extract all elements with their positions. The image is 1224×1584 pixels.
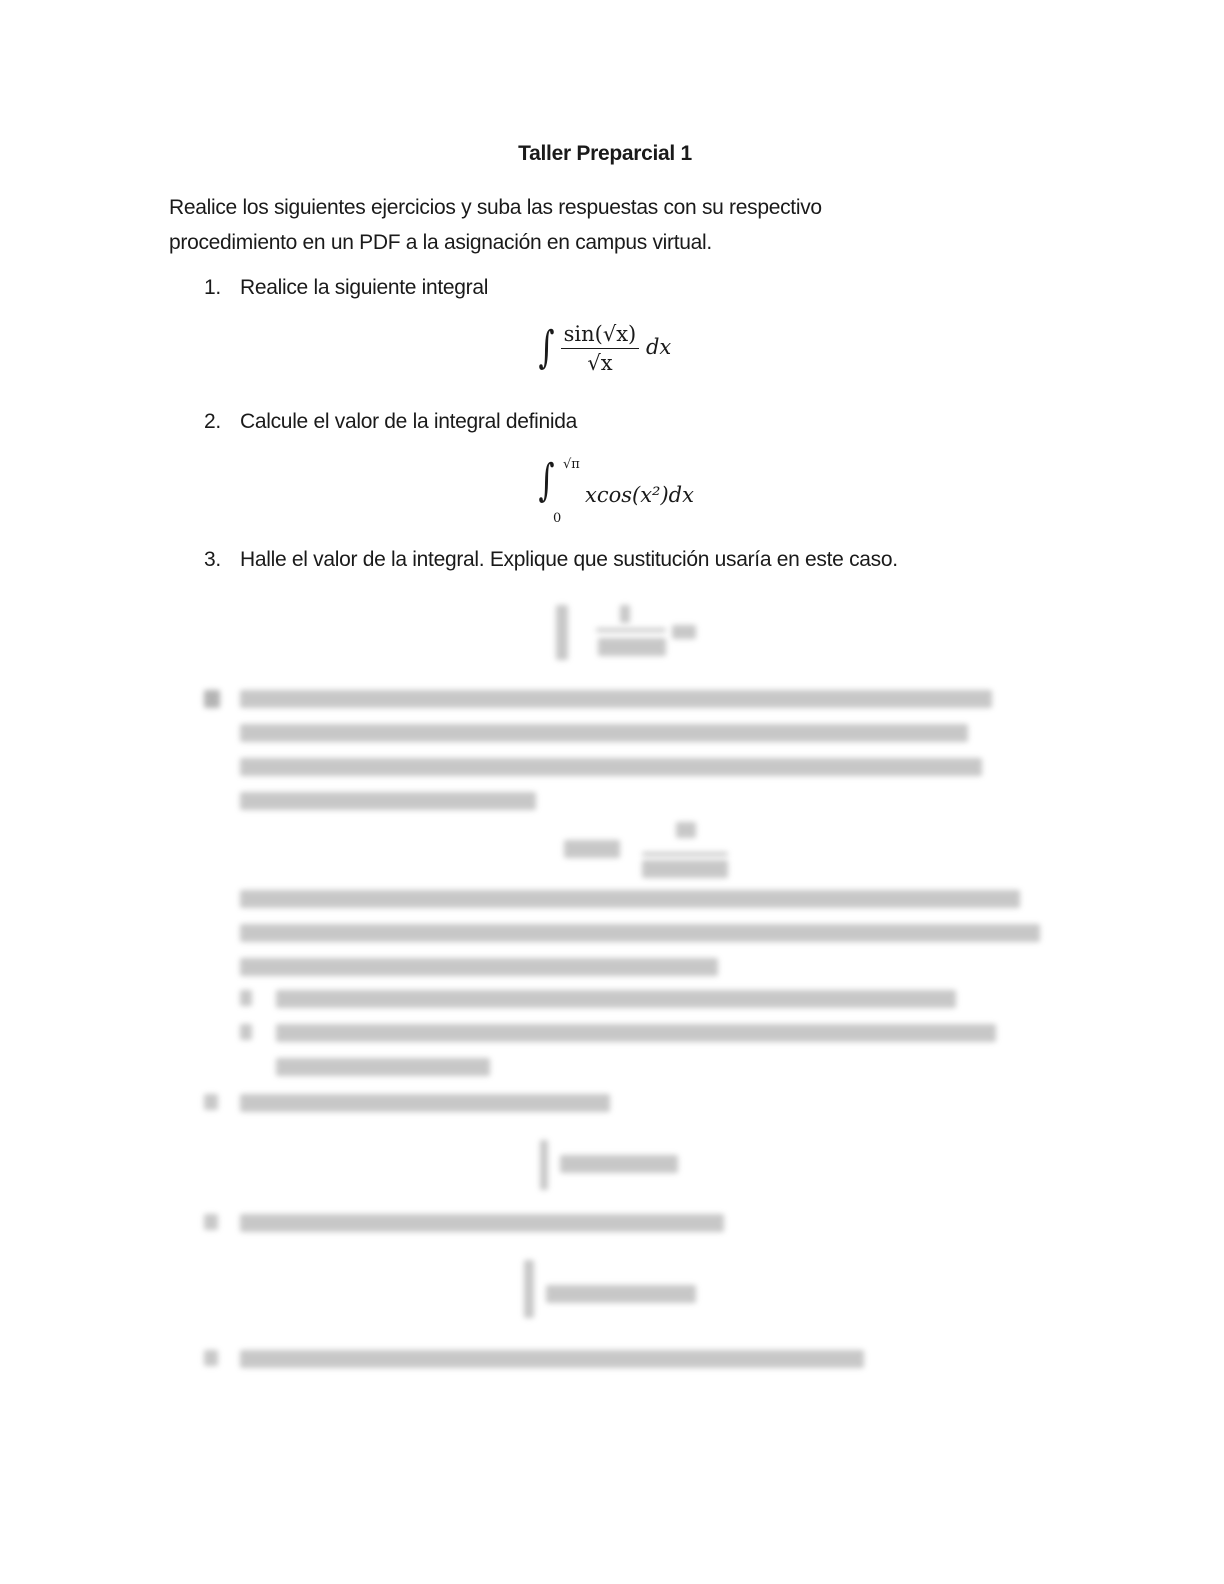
- integral-sign-icon: ∫: [538, 455, 555, 506]
- obscured-text-line: [240, 958, 718, 976]
- obscured-text-line: [240, 724, 968, 742]
- exercise-text: Realice la siguiente integral: [240, 276, 489, 299]
- obscured-integral-sign: [524, 1260, 534, 1318]
- exercise-number: 1.: [204, 276, 221, 299]
- obscured-text-line: [240, 924, 1040, 942]
- obscured-number: [204, 690, 220, 708]
- obscured-formula: [598, 638, 666, 656]
- obscured-formula: [676, 822, 696, 838]
- obscured-formula: [546, 1285, 696, 1303]
- exercise-2: [204, 410, 577, 434]
- obscured-integral-sign: [556, 605, 568, 660]
- fraction: [561, 322, 640, 375]
- numerator: sin(√x): [561, 322, 640, 349]
- obscured-formula: [620, 605, 630, 623]
- obscured-text-line: [276, 990, 956, 1008]
- obscured-subitem-letter: [240, 990, 252, 1006]
- obscured-formula: [672, 625, 696, 639]
- obscured-integral-sign: [540, 1140, 548, 1190]
- obscured-text-line: [240, 792, 536, 810]
- obscured-text-line: [240, 1094, 610, 1112]
- obscured-text-line: [240, 1214, 724, 1232]
- formula-2: [535, 455, 735, 535]
- obscured-formula: [560, 1155, 678, 1173]
- obscured-text-line: [276, 1058, 490, 1076]
- exercise-number: 3.: [204, 548, 221, 571]
- obscured-subitem-letter: [240, 1024, 252, 1040]
- exercise-1: [204, 276, 488, 300]
- obscured-number: [204, 1214, 218, 1230]
- integral-sign-icon: ∫: [538, 322, 555, 373]
- obscured-text-line: [276, 1024, 996, 1042]
- exercise-number: 2.: [204, 410, 221, 433]
- obscured-text-line: [240, 690, 992, 708]
- obscured-formula: [564, 840, 620, 858]
- integrand: xcos(x²)dx: [585, 483, 694, 507]
- obscured-fraction-bar: [596, 628, 666, 632]
- intro-line: procedimiento en un PDF a la asignación en campus virtual.: [169, 231, 712, 254]
- exercise-3: [204, 548, 898, 572]
- document-title: Taller Preparcial 1: [518, 142, 692, 165]
- exercise-text: Halle el valor de la integral. Explique que sustitución usaría en este caso.: [240, 548, 898, 571]
- obscured-text-line: [240, 1350, 864, 1368]
- differential: dx: [645, 335, 672, 359]
- intro-paragraph: [169, 190, 989, 260]
- obscured-fraction-bar: [642, 852, 728, 856]
- obscured-text-line: [240, 758, 982, 776]
- obscured-number: [204, 1350, 218, 1366]
- intro-line: Realice los siguientes ejercicios y suba las respuestas con su respectivo: [169, 196, 822, 219]
- obscured-text-line: [240, 890, 1020, 908]
- obscured-formula: [642, 860, 728, 878]
- formula-1: [535, 322, 671, 383]
- upper-limit: √π: [563, 457, 580, 472]
- obscured-number: [204, 1094, 218, 1110]
- lower-limit: 0: [553, 511, 562, 526]
- denominator: √x: [587, 351, 613, 375]
- exercise-text: Calcule el valor de la integral definida: [240, 410, 578, 433]
